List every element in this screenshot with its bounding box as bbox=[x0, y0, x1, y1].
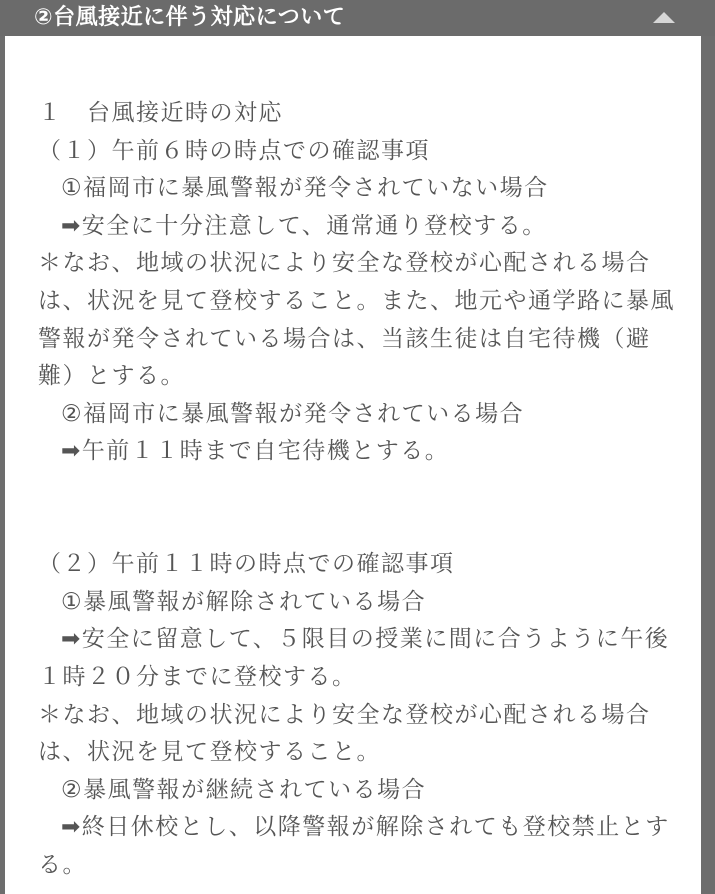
spacer bbox=[38, 471, 678, 509]
sub1-case1-action: ➡安全に十分注意して、通常通り登校する。 bbox=[61, 212, 547, 239]
section-title: ②台風接近に伴う対応について bbox=[34, 5, 346, 30]
sub1-heading: （１）午前６時の時点での確認事項 bbox=[38, 137, 430, 164]
article-body bbox=[38, 95, 678, 884]
content-panel bbox=[5, 36, 701, 894]
sub2-case2-action bbox=[38, 809, 678, 884]
sub2-case1-action bbox=[38, 621, 678, 696]
sub2-case2: ②暴風警報が継続されている場合 bbox=[61, 776, 427, 803]
sub2-note: ＊なお、地域の状況により安全な登校が心配される場合は、状況を見て登校すること。 bbox=[38, 701, 651, 766]
sub2-case2-action-text: ➡終日休校とし、以降警報が解除されても登校禁止とする。 bbox=[38, 814, 670, 878]
chevron-up-icon[interactable] bbox=[653, 12, 675, 23]
sub2-case1: ①暴風警報が解除されている場合 bbox=[61, 588, 427, 615]
section1-heading: １ 台風接近時の対応 bbox=[38, 100, 283, 126]
sub1-case1: ①福岡市に暴風警報が発令されていない場合 bbox=[61, 175, 549, 202]
sub2-case1-action-text: ➡安全に留意して、５限目の授業に間に合うように午後１時２０分までに登校する。 bbox=[38, 626, 670, 690]
section-header[interactable] bbox=[0, 0, 715, 36]
sub1-case2-action: ➡午前１１時まで自宅待機とする。 bbox=[61, 438, 450, 465]
sub2-heading: （２）午前１１時の時点での確認事項 bbox=[38, 551, 455, 578]
sub1-note: ＊なお、地域の状況により安全な登校が心配される場合は、状況を見て登校すること。また、地元や通学路に暴風警報が発令されている場合は、当該生徒は自宅待機（避難）とする。 bbox=[38, 250, 675, 390]
sub1-case2: ②福岡市に暴風警報が発令されている場合 bbox=[61, 400, 525, 427]
spacer bbox=[38, 509, 678, 547]
